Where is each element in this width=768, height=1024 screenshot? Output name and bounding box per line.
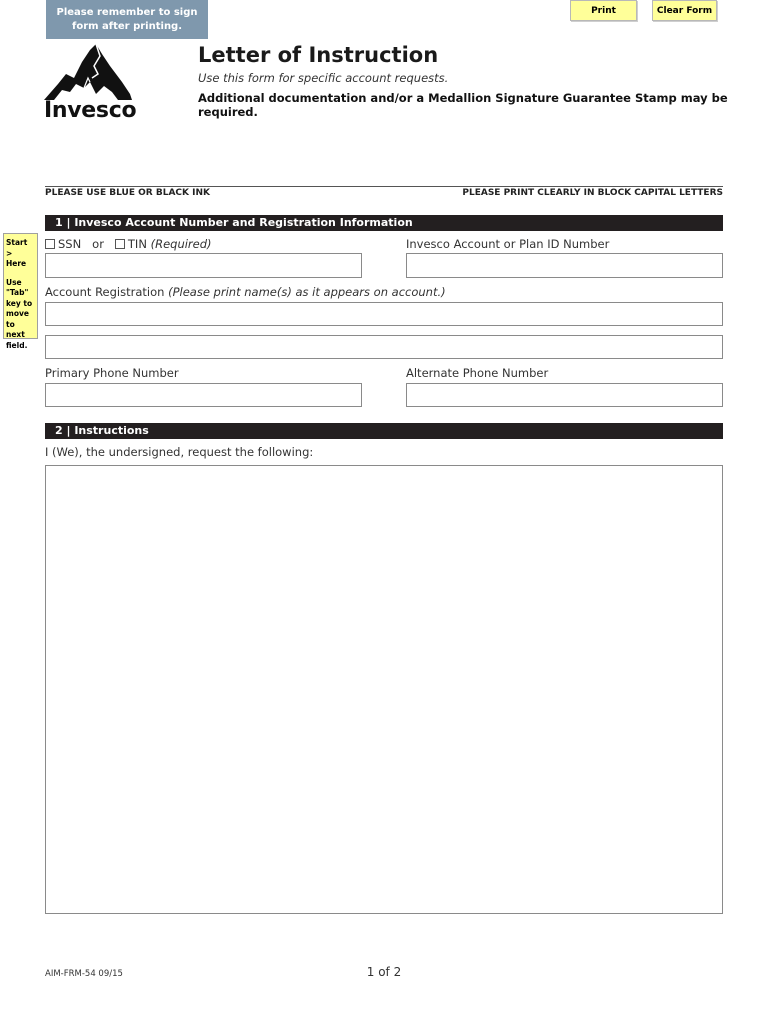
section-2-header: 2 | Instructions	[45, 423, 723, 439]
ssn-tin-input[interactable]	[45, 253, 362, 278]
header-divider	[45, 186, 723, 187]
registration-line-2-input[interactable]	[45, 335, 723, 359]
invesco-mountain-logo-icon	[44, 44, 132, 102]
page-subtitle: Use this form for specific account requests.	[198, 71, 449, 85]
registration-label: Account Registration	[45, 285, 165, 299]
ssn-checkbox[interactable]	[45, 239, 55, 249]
required-label: (Required)	[150, 237, 212, 251]
tin-checkbox[interactable]	[115, 239, 125, 249]
primary-phone-input[interactable]	[45, 383, 362, 407]
invesco-logo-text: Invesco	[44, 98, 137, 123]
clear-form-button[interactable]: Clear Form	[652, 0, 717, 21]
alternate-phone-input[interactable]	[406, 383, 723, 407]
print-button[interactable]: Print	[570, 0, 637, 21]
ink-instruction: PLEASE USE BLUE OR BLACK INK	[45, 188, 210, 198]
registration-label-row	[45, 285, 446, 299]
or-label: or	[92, 237, 104, 251]
account-id-label: Invesco Account or Plan ID Number	[406, 237, 610, 251]
start-here-note	[3, 233, 38, 350]
start-here-line2: Here	[6, 259, 27, 268]
primary-phone-label: Primary Phone Number	[45, 366, 179, 380]
tab-key-hint: Use "Tab" key to move to next field.	[6, 277, 33, 350]
registration-hint: (Please print name(s) as it appears on account.)	[168, 285, 446, 299]
page-number: 1 of 2	[366, 965, 402, 979]
account-id-input[interactable]	[406, 253, 723, 278]
medallion-note: Additional documentation and/or a Medallion Signature Guarantee Stamp may be required.	[198, 91, 728, 119]
section-1-header: 1 | Invesco Account Number and Registration Information	[45, 215, 723, 231]
registration-line-1-input[interactable]	[45, 302, 723, 326]
sign-reminder-banner: Please remember to sign form after printing.	[46, 0, 208, 39]
page-title: Letter of Instruction	[198, 43, 439, 67]
instructions-intro: I (We), the undersigned, request the following:	[45, 445, 314, 459]
ssn-label: SSN	[58, 237, 82, 251]
tin-label: TIN	[127, 237, 147, 251]
block-letters-instruction: PLEASE PRINT CLEARLY IN BLOCK CAPITAL LETTERS	[462, 188, 723, 198]
alternate-phone-label: Alternate Phone Number	[406, 366, 549, 380]
start-here-line1: Start >	[6, 238, 28, 258]
instructions-textarea[interactable]	[45, 465, 723, 914]
form-code: AIM-FRM-54 09/15	[45, 969, 123, 979]
ssn-tin-label-row	[45, 237, 212, 251]
